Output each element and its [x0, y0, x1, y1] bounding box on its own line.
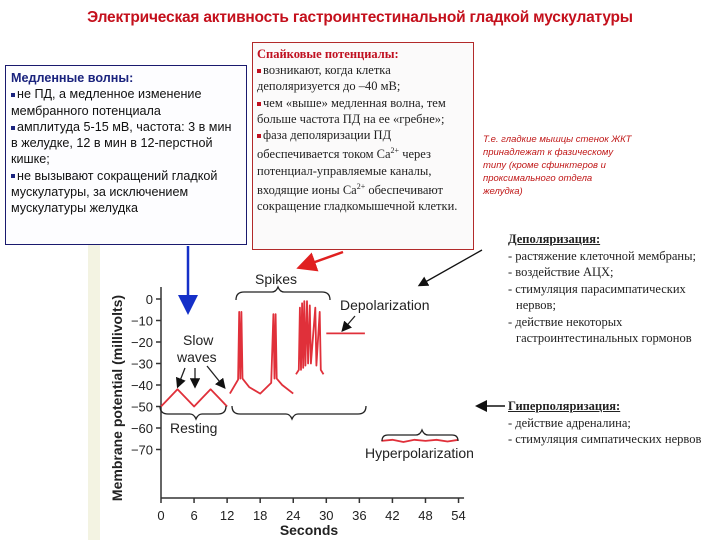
- slow-waves-label: waves: [177, 349, 217, 365]
- x-tick-label: 42: [385, 508, 400, 523]
- red-arrow-icon: [301, 252, 343, 267]
- resting-brace: [160, 406, 226, 419]
- y-tick-label: −10: [130, 313, 153, 329]
- x-tick-label: 54: [451, 508, 466, 523]
- y-tick-label: 0: [145, 292, 153, 307]
- bullet-text: амплитуда 5-15 мВ, частота: 3 в мин в желудке, 12 в мин в 12-перстной кишке;: [11, 119, 232, 167]
- x-tick-label: 18: [252, 508, 268, 523]
- list-item: - растяжение клеточной мембраны;: [508, 248, 696, 263]
- x-tick-label: 24: [286, 508, 301, 523]
- depolarization-heading: Деполяризация:: [508, 232, 601, 246]
- spikes-heading: Спайковые потенциалы:: [257, 47, 399, 61]
- bullet-text: фаза деполяризации ПД обеспечивается током Ca: [257, 128, 392, 162]
- bullet-text: через потенциал-управляемые каналы, входящие ионы Ca: [257, 147, 432, 197]
- y-tick-label: −30: [130, 356, 153, 372]
- superscript: 2+: [356, 181, 366, 191]
- list-item: - воздействие АЦХ;: [508, 265, 614, 279]
- slow-wave-arrow: [178, 368, 185, 386]
- list-item: - стимуляция парасимпатических нервов;: [508, 281, 686, 312]
- slow-waves-heading: Медленные волны:: [11, 71, 134, 85]
- resting-label: Resting: [170, 420, 218, 436]
- y-tick-label: −70: [130, 442, 153, 458]
- list-item: - стимуляция симпатических нервов: [508, 432, 702, 446]
- x-tick-label: 36: [352, 508, 367, 523]
- y-tick-label: −50: [130, 399, 153, 415]
- x-tick-label: 12: [219, 508, 235, 523]
- depolarization-label: Depolarization: [340, 297, 430, 313]
- slide-title: Электрическая активность гастроинтестинальной гладкой мускулатуры: [87, 9, 633, 26]
- bullet-text: не ПД, а медленное изменение мембранного потенциала: [11, 87, 202, 118]
- bullet-text: обеспечивают сокращение гладкомышечной клетки.: [257, 182, 458, 214]
- x-tick-label: 48: [418, 508, 433, 523]
- phasic-type-note: Т.е. гладкие мышцы стенок ЖКТ принадлежат к фазическому типу (кроме сфинктеров и проксимального отдела желудка): [483, 134, 632, 197]
- trace-hyperpolarization: [381, 440, 458, 442]
- superscript: 2+: [390, 146, 400, 156]
- trace-resting-slow-waves: [161, 389, 227, 406]
- y-tick-label: −40: [130, 378, 153, 393]
- slow-wave-arrow: [207, 366, 224, 387]
- y-axis-title: Membrane potential (millivolts): [109, 294, 125, 502]
- depolarization-arrow-icon: [420, 250, 482, 285]
- spikes-label: Spikes: [255, 271, 298, 287]
- x-tick-label: 30: [319, 508, 334, 523]
- x-axis-title: Seconds: [279, 522, 339, 538]
- x-tick-label: 0: [157, 508, 165, 523]
- list-item: - действие адреналина;: [508, 415, 631, 430]
- list-item: - действие некоторых гастроинтестинальных гормонов: [508, 314, 692, 345]
- bullet-text: чем «выше» медленная волна, тем больше частота ПД на ее «гребне»;: [257, 95, 446, 126]
- hyperpolarization-label: Hyperpolarization: [365, 445, 474, 461]
- bullet-text: возникают, когда клетка деполяризуется до –40 мВ;: [257, 63, 401, 94]
- y-tick-label: −60: [130, 421, 153, 436]
- second-brace: [232, 406, 366, 419]
- spikes-brace: [236, 287, 330, 300]
- bullet-text: не вызывают сокращений гладкой мускулатуры, за исключением мускулатуры желудка: [11, 168, 218, 216]
- trace-slow-waves-with-spikes: [230, 312, 293, 394]
- y-tick-label: −20: [130, 335, 153, 350]
- trace-spike-burst: [296, 301, 324, 374]
- hyperpolarization-heading: Гиперполяризация:: [508, 399, 621, 413]
- depolarization-pointer: [343, 316, 355, 330]
- slow-waves-label: Slow: [183, 332, 214, 348]
- x-tick-label: 6: [190, 508, 198, 523]
